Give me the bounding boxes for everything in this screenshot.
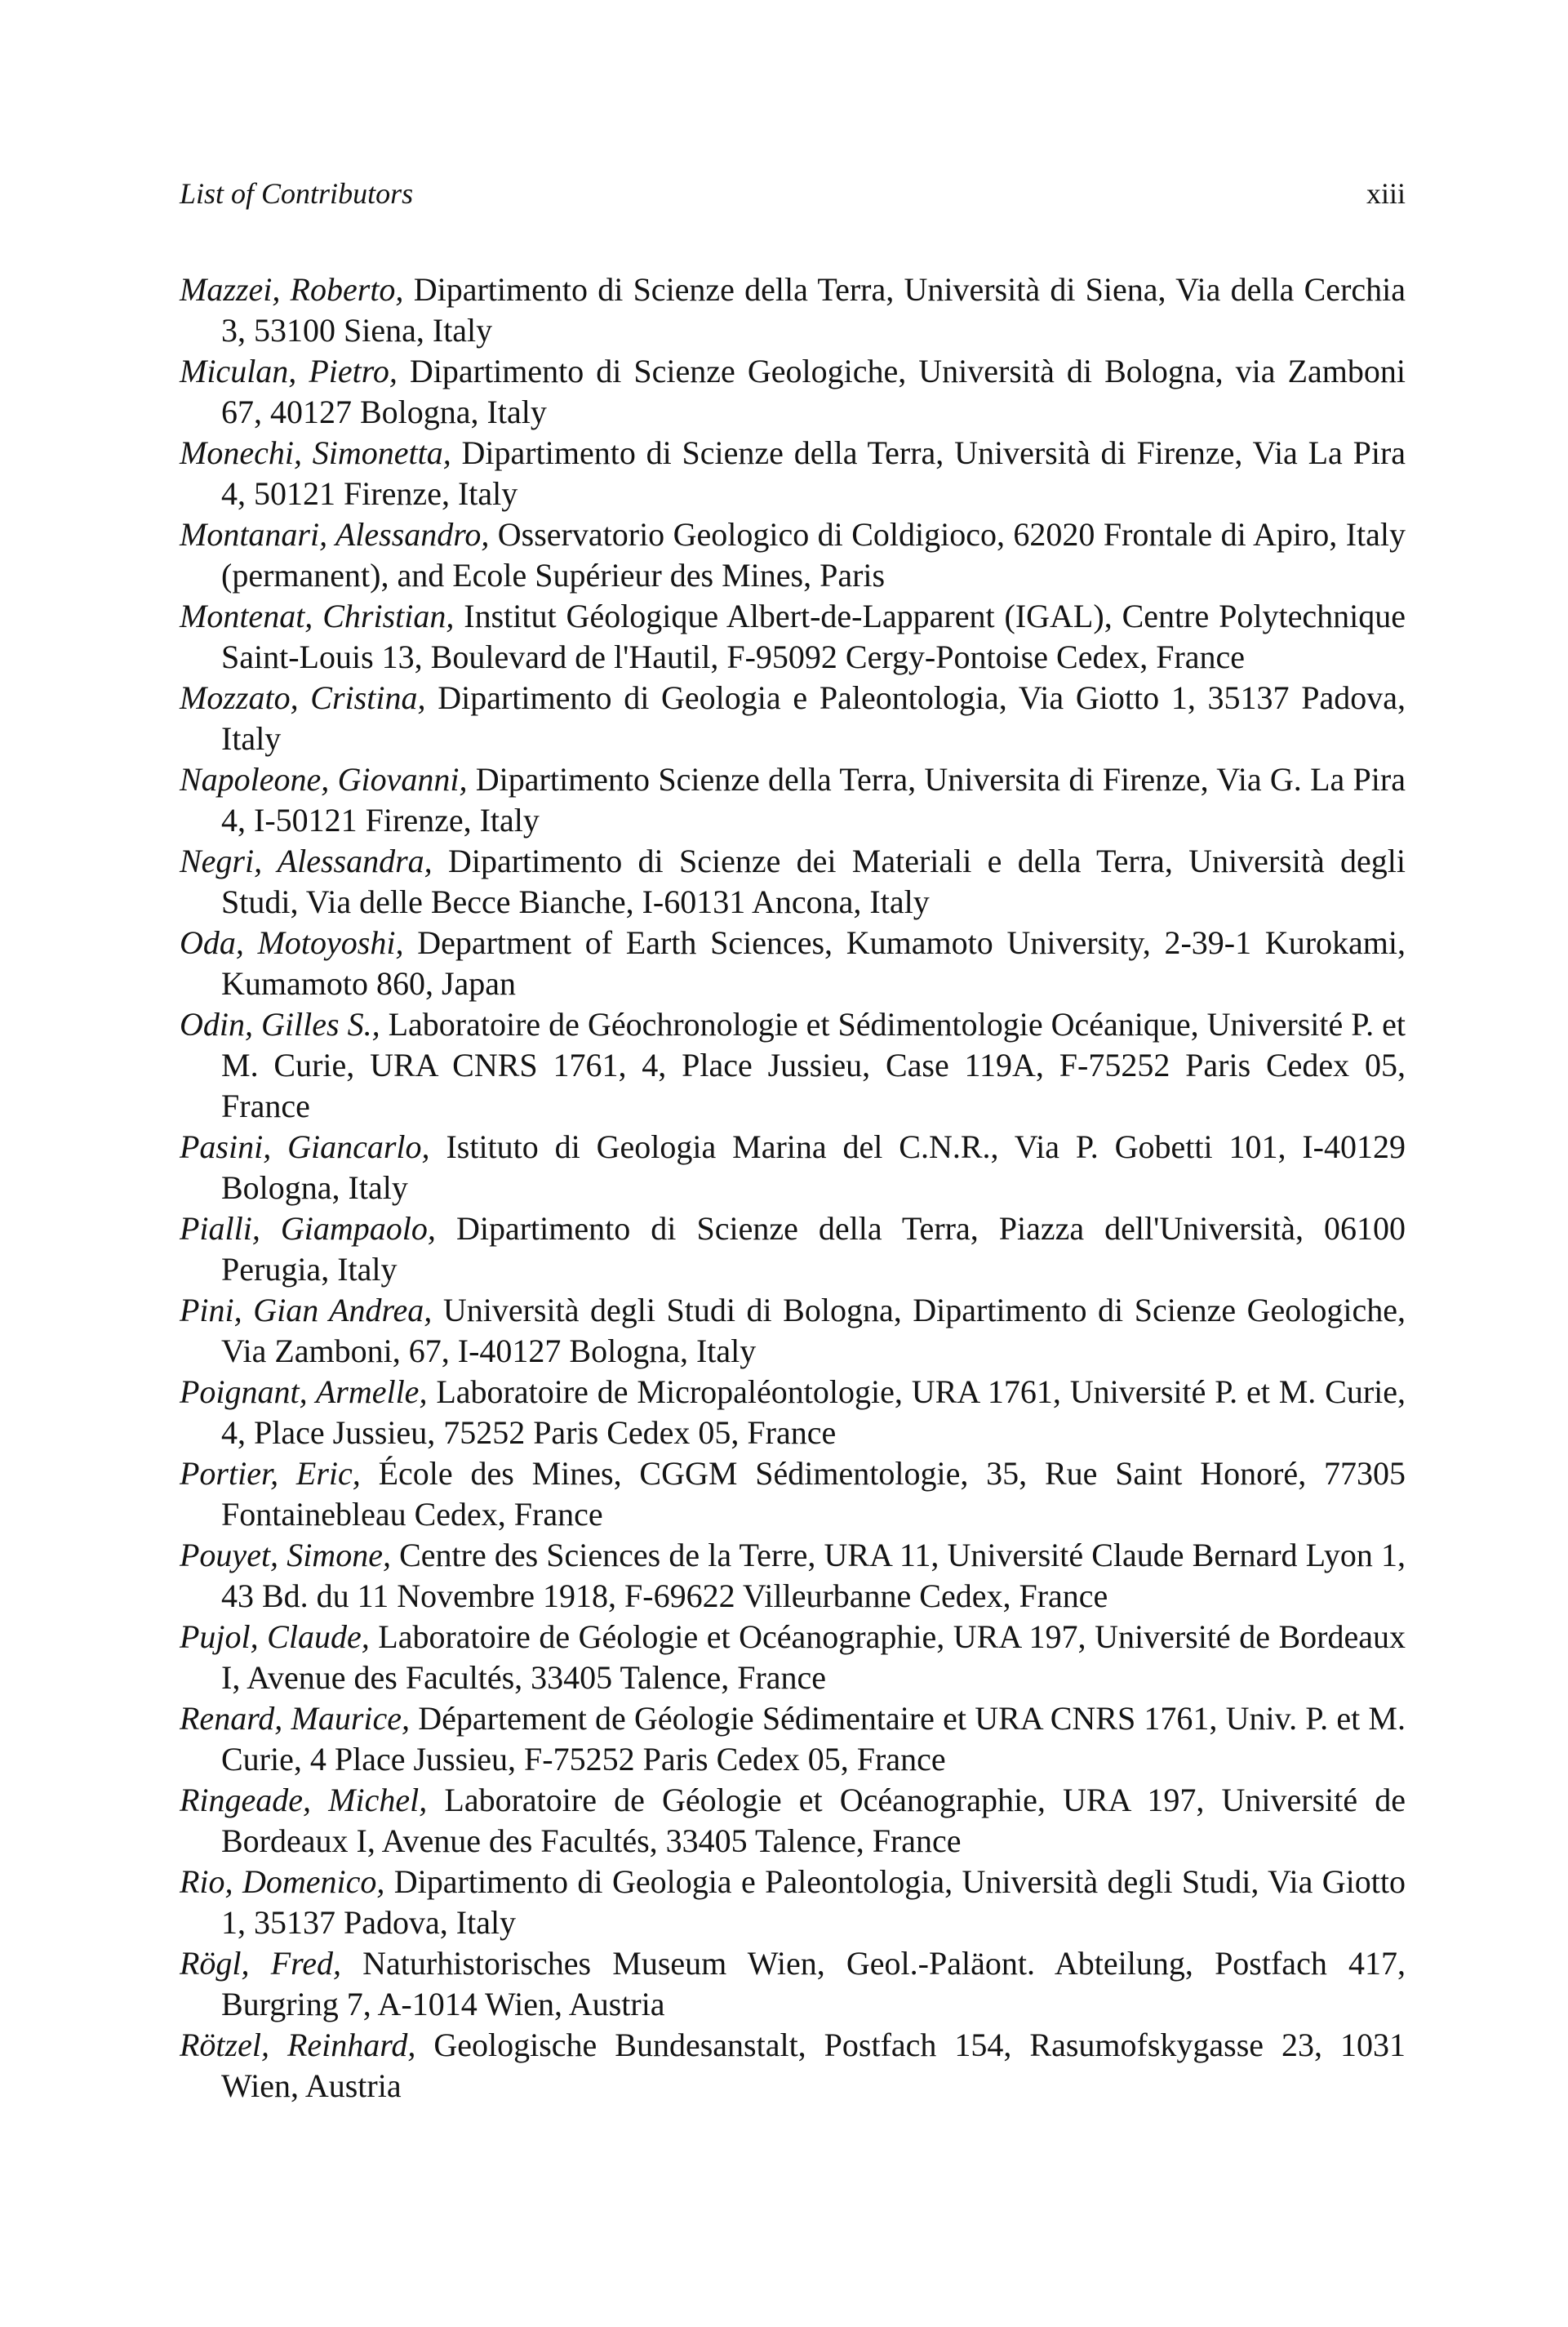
contributor-entry [180, 1372, 1406, 1453]
contributor-entry [180, 596, 1406, 678]
contributor-entry [180, 1453, 1406, 1535]
contributor-address: Geologische Bundesanstalt, Postfach 154, Rasumofskygasse 23, 1031 Wien, Austria [221, 2027, 1406, 2104]
contributor-entry [180, 2025, 1406, 2107]
contributor-address: Laboratoire de Géologie et Océanographie, URA 197, Université de Bordeaux I, Avenue des Facultés, 33405 Talence, France [221, 1782, 1406, 1859]
contributor-address: Institut Géologique Albert-de-Lapparent (IGAL), Centre Polytechnique Saint-Louis 13, Boulevard de l'Hautil, F-95092 Cergy-Pontoise Cedex, France [221, 598, 1406, 675]
contributor-address: Laboratoire de Géochronologie et Sédimentologie Océanique, Université P. et M. Curie, URA CNRS 1761, 4, Place Jussieu, Case 119A, F-75252 Paris Cedex 05, France [221, 1006, 1406, 1124]
page-number: xiii [1366, 177, 1406, 210]
contributor-entry [180, 1004, 1406, 1127]
contributor-name: Rögl, Fred, [180, 1945, 341, 1982]
contributor-entry [180, 1127, 1406, 1208]
contributor-name: Pujol, Claude, [180, 1618, 370, 1655]
contributor-name: Napoleone, Giovanni, [180, 761, 468, 798]
contributor-address: Istituto di Geologia Marina del C.N.R., Via P. Gobetti 101, I-40129 Bologna, Italy [221, 1128, 1406, 1206]
contributor-name: Monechi, Simonetta, [180, 434, 451, 471]
contributor-name: Pialli, Giampaolo, [180, 1210, 436, 1247]
contributor-address: Dipartimento di Geologia e Paleontologia, Università degli Studi, Via Giotto 1, 35137 Padova, Italy [221, 1863, 1406, 1941]
contributor-entry [180, 1698, 1406, 1780]
contributor-name: Ringeade, Michel, [180, 1782, 428, 1818]
contributor-name: Rio, Domenico, [180, 1863, 385, 1900]
contributor-name: Mozzato, Cristina, [180, 679, 426, 716]
contributor-address: Naturhistorisches Museum Wien, Geol.-Paläont. Abteilung, Postfach 417, Burgring 7, A-1014 Wien, Austria [221, 1945, 1406, 2022]
contributor-address: Dipartimento Scienze della Terra, Universita di Firenze, Via G. La Pira 4, I-50121 Firenze, Italy [221, 761, 1406, 839]
contributor-entry [180, 1780, 1406, 1862]
contributor-address: Dipartimento di Scienze della Terra, Università di Siena, Via della Cerchia 3, 53100 Siena, Italy [221, 271, 1406, 349]
contributor-name: Miculan, Pietro, [180, 353, 398, 389]
contributor-name: Poignant, Armelle, [180, 1373, 428, 1410]
contributor-entry [180, 678, 1406, 759]
contributor-name: Portier, Eric, [180, 1455, 361, 1492]
contributor-entry [180, 1862, 1406, 1943]
contributor-address: Dipartimento di Scienze della Terra, Università di Firenze, Via La Pira 4, 50121 Firenze, Italy [221, 434, 1406, 512]
running-head [180, 173, 1406, 214]
contributor-entry [180, 1208, 1406, 1290]
contributor-address: Dipartimento di Scienze Geologiche, Università di Bologna, via Zamboni 67, 40127 Bologna, Italy [221, 353, 1406, 430]
contributor-name: Oda, Motoyoshi, [180, 924, 404, 961]
contributor-entry [180, 514, 1406, 596]
contributor-name: Montanari, Alessandro, [180, 516, 490, 553]
contributor-entry [180, 1535, 1406, 1617]
contributor-address: Laboratoire de Géologie et Océanographie, URA 197, Université de Bordeaux I, Avenue des Facultés, 33405 Talence, France [221, 1618, 1406, 1696]
running-head-title: List of Contributors [180, 177, 414, 210]
contributor-address: Département de Géologie Sédimentaire et URA CNRS 1761, Univ. P. et M. Curie, 4 Place Jussieu, F-75252 Paris Cedex 05, France [221, 1700, 1406, 1778]
contributor-name: Montenat, Christian, [180, 598, 455, 634]
contributor-address: Dipartimento di Scienze dei Materiali e della Terra, Università degli Studi, Via delle Becce Bianche, I-60131 Ancona, Italy [221, 843, 1406, 920]
contributor-entry [180, 759, 1406, 841]
contributor-name: Negri, Alessandra, [180, 843, 433, 879]
contributor-address: Centre des Sciences de la Terre, URA 11, Université Claude Bernard Lyon 1, 43 Bd. du 11 Novembre 1918, F-69622 Villeurbanne Cedex, France [221, 1537, 1406, 1614]
contributor-list [180, 269, 1406, 2107]
contributor-entry [180, 923, 1406, 1004]
contributor-name: Odin, Gilles S., [180, 1006, 380, 1043]
contributor-entry [180, 269, 1406, 351]
contributor-address: Laboratoire de Micropaléontologie, URA 1761, Université P. et M. Curie, 4, Place Jussieu, 75252 Paris Cedex 05, France [221, 1373, 1406, 1451]
contributor-name: Renard, Maurice, [180, 1700, 411, 1737]
contributor-address: Dipartimento di Scienze della Terra, Piazza dell'Università, 06100 Perugia, Italy [221, 1210, 1406, 1288]
contributor-name: Pini, Gian Andrea, [180, 1292, 433, 1328]
contributor-entry [180, 1943, 1406, 2025]
contributor-address: École des Mines, CGGM Sédimentologie, 35, Rue Saint Honoré, 77305 Fontainebleau Cedex, France [221, 1455, 1406, 1533]
contributor-entry [180, 1290, 1406, 1372]
contributor-name: Pasini, Giancarlo, [180, 1128, 430, 1165]
contributor-name: Pouyet, Simone, [180, 1537, 391, 1573]
contributor-name: Rötzel, Reinhard, [180, 2027, 416, 2063]
contributor-address: Università degli Studi di Bologna, Dipartimento di Scienze Geologiche, Via Zamboni, 67, I-40127 Bologna, Italy [221, 1292, 1406, 1369]
contributor-entry [180, 351, 1406, 433]
contributor-entry [180, 433, 1406, 514]
contributor-name: Mazzei, Roberto, [180, 271, 404, 308]
contributor-entry [180, 841, 1406, 923]
contributor-address: Department of Earth Sciences, Kumamoto University, 2-39-1 Kurokami, Kumamoto 860, Japan [221, 924, 1406, 1002]
contributor-entry [180, 1617, 1406, 1698]
contributor-address: Osservatorio Geologico di Coldigioco, 62020 Frontale di Apiro, Italy (permanent), and Ecole Supérieur des Mines, Paris [221, 516, 1406, 594]
contributor-address: Dipartimento di Geologia e Paleontologia, Via Giotto 1, 35137 Padova, Italy [221, 679, 1406, 757]
